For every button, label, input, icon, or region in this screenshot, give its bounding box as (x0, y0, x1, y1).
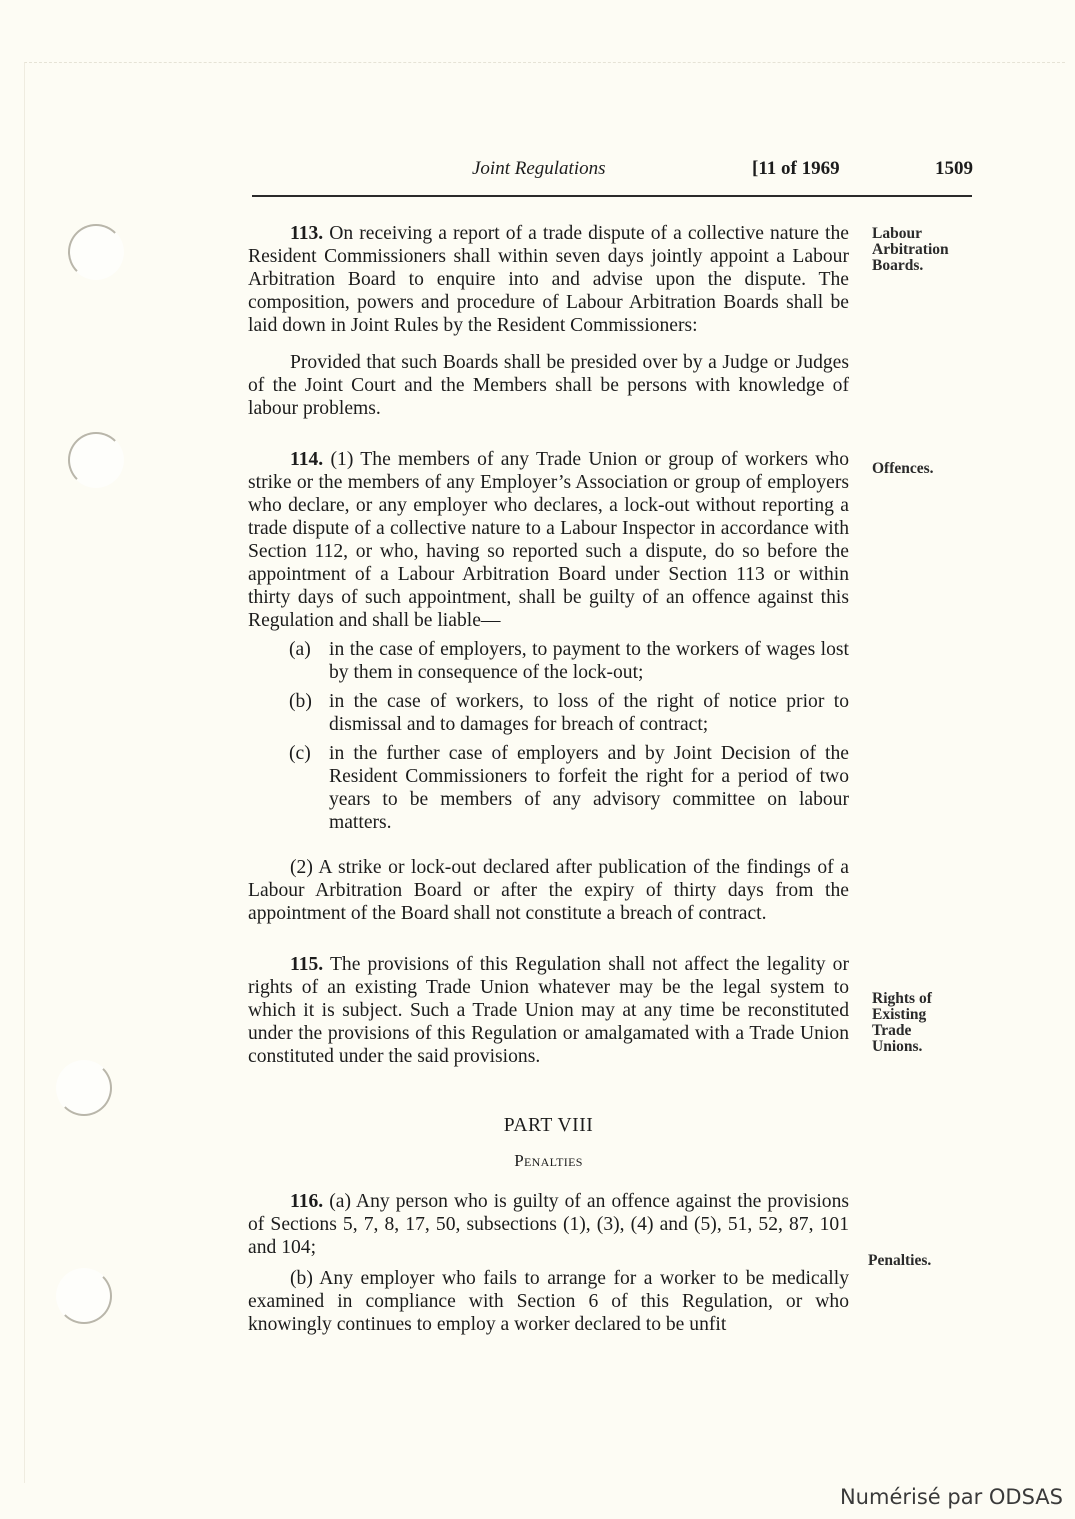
item-text: in the case of employers, to payment to the workers of wages lost by them in consequence of the lock-out; (329, 639, 849, 683)
part-heading: PART VIII (503, 1115, 594, 1136)
header-title: Joint Regulations (472, 158, 606, 179)
list-item (289, 638, 849, 684)
punch-hole-2 (68, 432, 124, 488)
section-number: 116. (290, 1191, 324, 1212)
section-113 (248, 222, 849, 337)
margin-note-114: Offences. (872, 460, 934, 477)
header-rule (252, 195, 972, 197)
running-header (250, 158, 975, 186)
item-label: (c) (289, 743, 311, 764)
list-item (289, 742, 849, 834)
section-116-b: (b) Any employer who fails to arrange for a worker to be medically examined in compliance with Section 6 of this Regulation, or who knowingly continues to employ a worker declared to be unfit (248, 1268, 849, 1335)
punch-hole-3 (56, 1060, 112, 1116)
item-label: (b) (289, 691, 312, 712)
scan-credit: Numérisé par ODSAS (839, 1485, 1063, 1509)
section-114-text: (1) The members of any Trade Union or group of workers who strike or the members of any Employer’s Association or group of employers who declare, or any employer who declares, a lock-out without reporting a trade dispute of a collective nature to a Labour Inspector in accordance with Section 112, or who, having so reported such a dispute, do so before the appointment of a Labour Arbitration Board under Section 113 or within thirty days of such appointment, shall be guilty of an offence against this Regulation and shall be liable— (248, 449, 849, 631)
page-number: 1509 (935, 158, 973, 179)
section-114 (248, 448, 849, 632)
body-text (248, 222, 849, 1336)
item-label: (a) (289, 639, 311, 660)
section-number: 113. (290, 223, 324, 244)
margin-note-116: Penalties. (868, 1252, 932, 1269)
punch-hole-1 (68, 224, 124, 280)
section-115-text: The provisions of this Regulation shall not affect the legality or rights of an existing Trade Union whatever may be the legal system to which it is subject. Such a Trade Union may at any time be reconstituted under the provisions of this Regulation or amalgamated with a Trade Union constituted under the said provisions. (248, 954, 849, 1067)
margin-note-115: Rights of Existing Trade Unions. (872, 990, 932, 1055)
section-113-proviso: Provided that such Boards shall be presided over by a Judge or Judges of the Joint Court and the Members shall be persons with knowledge of labour problems. (248, 352, 849, 419)
margin-note-113: Labour Arbitration Boards. (872, 225, 949, 274)
section-114-sub2: (2) A strike or lock-out declared after publication of the findings of a Labour Arbitration Board or after the expiry of thirty days from the appointment of the Board shall not constitute a breach of contract. (248, 857, 849, 924)
section-115 (248, 953, 849, 1068)
section-113-text: On receiving a report of a trade dispute of a collective nature the Resident Commissioners shall within seven days jointly appoint a Labour Arbitration Board to enquire into and advise upon the dispute. The composition, powers and procedure of Labour Arbitration Boards shall be laid down in Joint Rules by the Resident Commissioners: (248, 223, 849, 336)
section-116 (248, 1190, 849, 1259)
list-item (289, 690, 849, 736)
part-subheading: Penalties (514, 1151, 583, 1170)
header-act: [11 of 1969 (752, 158, 840, 179)
punch-hole-4 (56, 1268, 112, 1324)
section-number: 114. (290, 449, 324, 470)
item-text: in the further case of employers and by Joint Decision of the Resident Commissioners to forfeit the right for a period of two years to be members of any advisory committee on labour matters. (329, 743, 849, 833)
item-text: in the case of workers, to loss of the right of notice prior to dismissal and to damages for breach of contract; (329, 691, 849, 735)
section-116-text-a: (a) Any person who is guilty of an offence against the provisions of Sections 5, 7, 8, 17, 50, subsections (1), (3), (4) and (5), 51, 52, 87, 101 and 104; (248, 1191, 849, 1258)
section-number: 115. (290, 954, 324, 975)
